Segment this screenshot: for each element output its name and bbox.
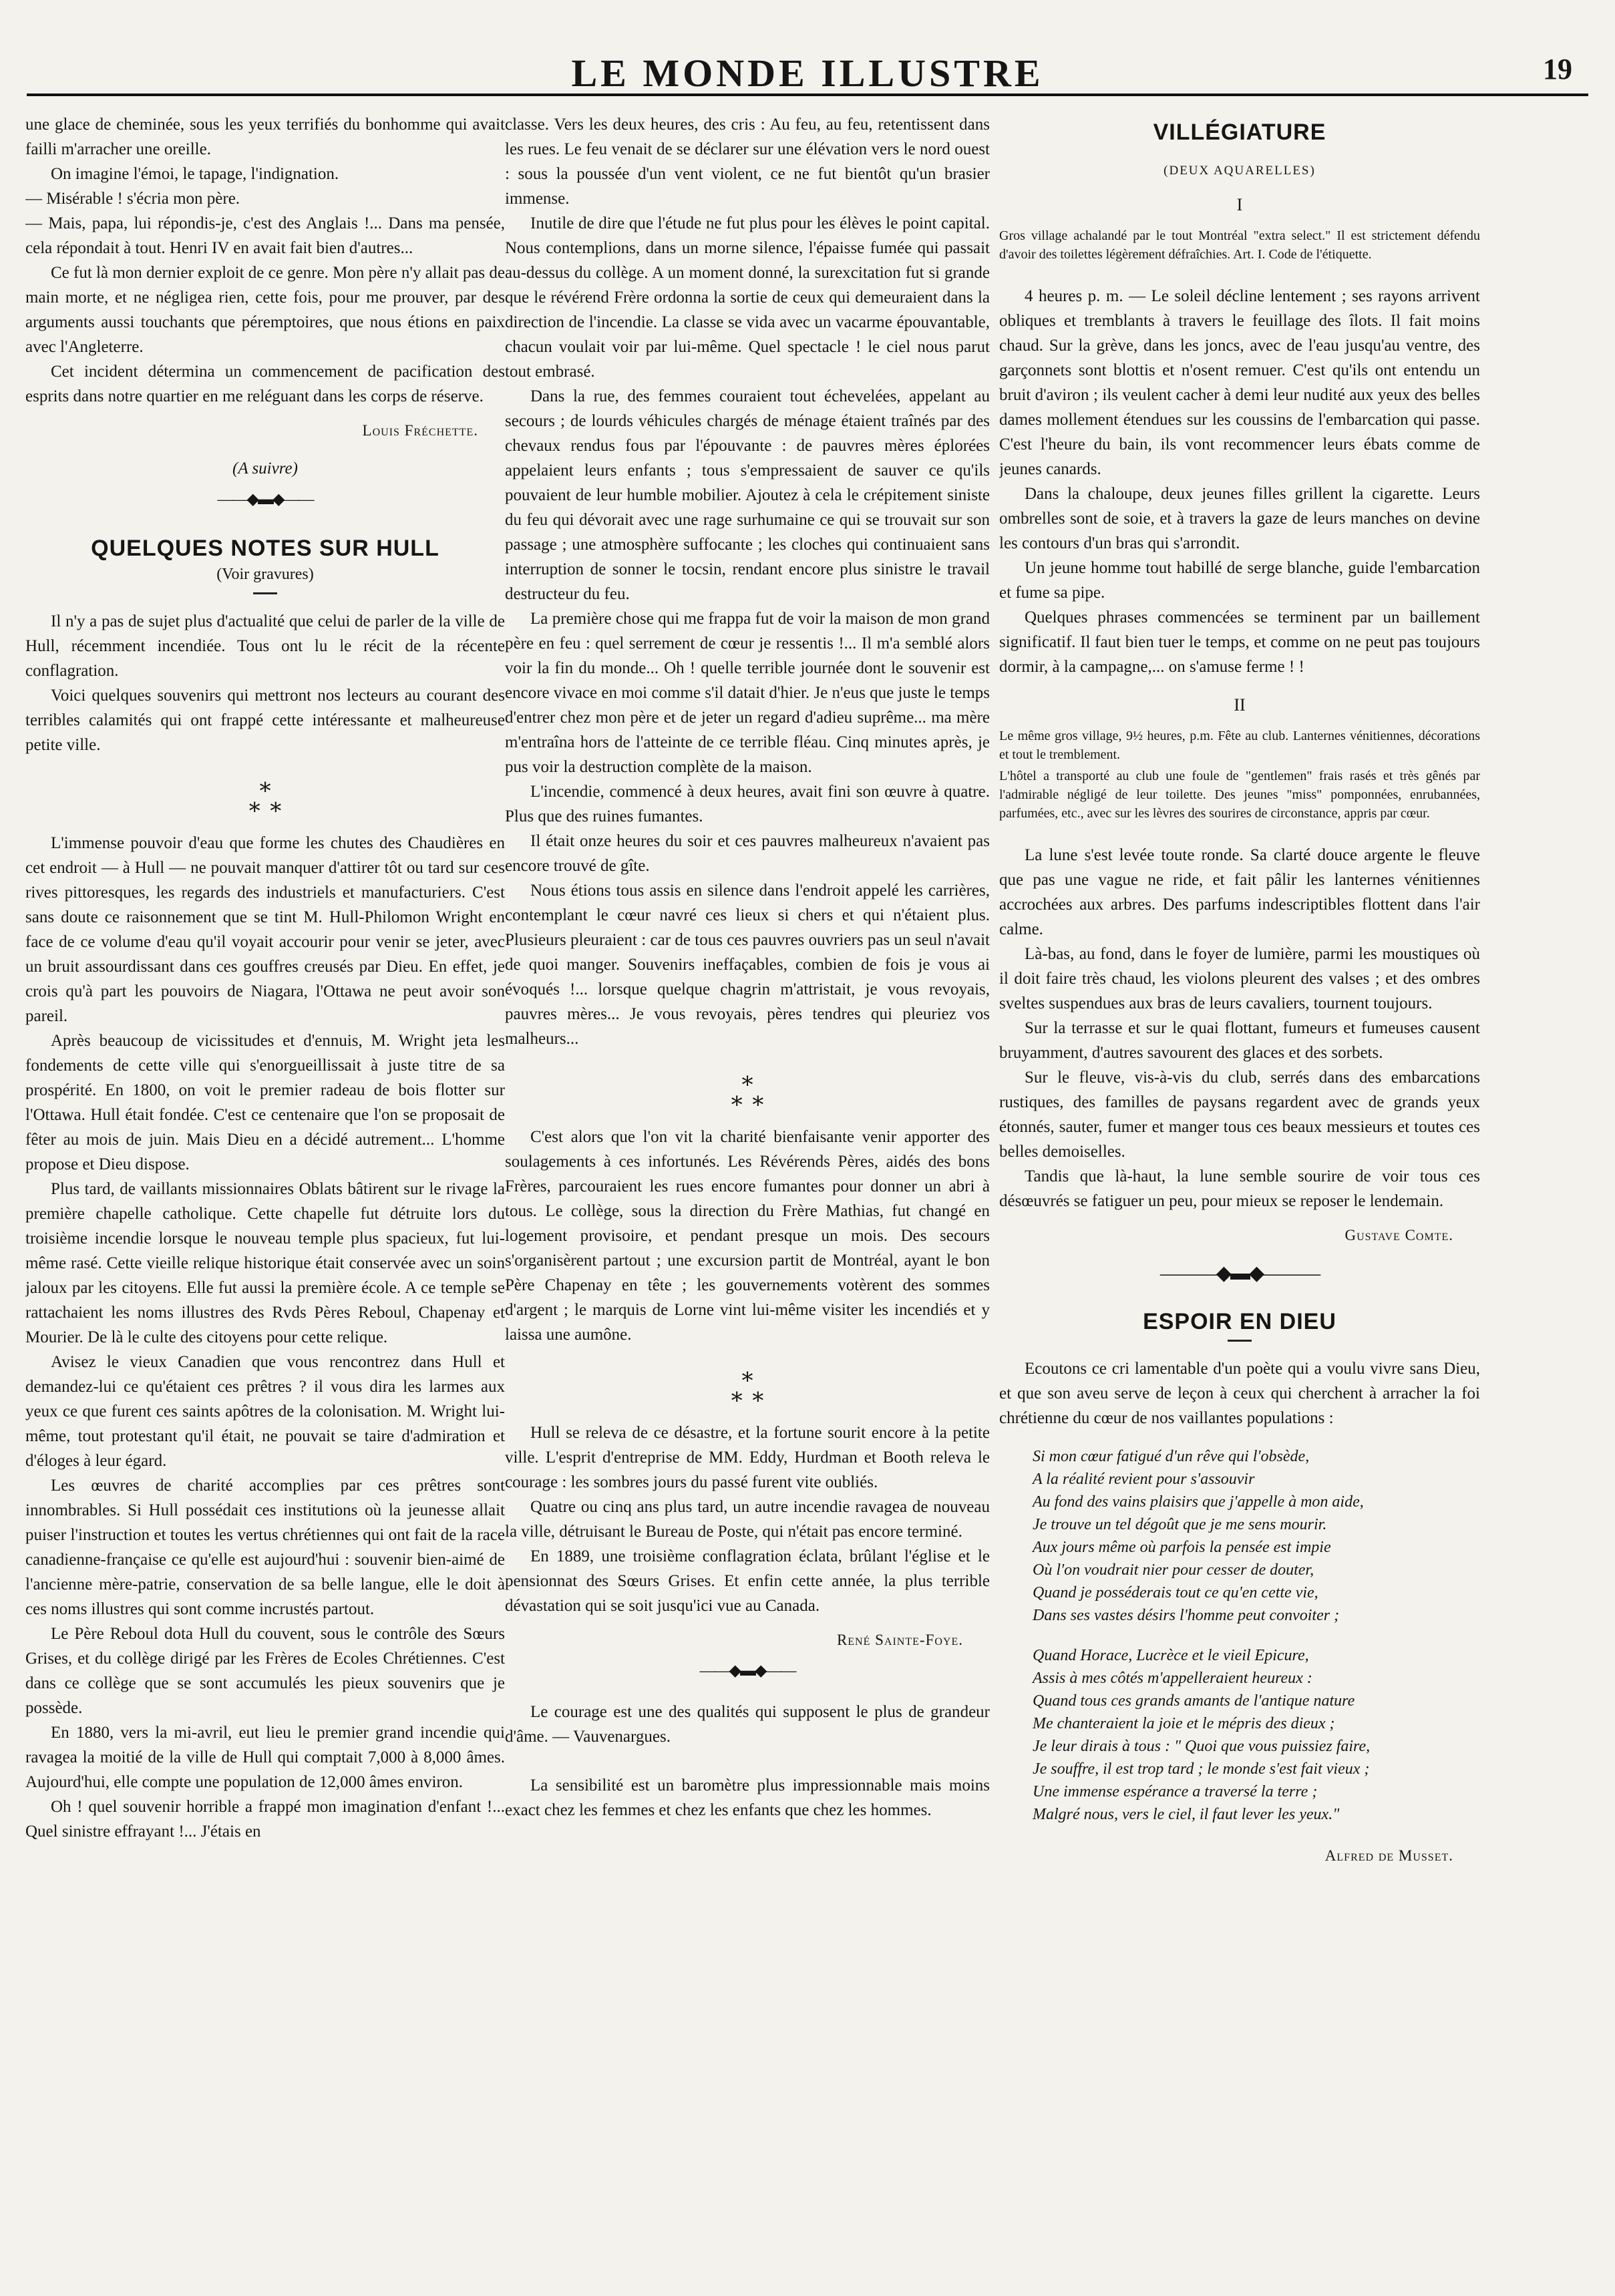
column-3 — [999, 112, 1480, 2189]
ornament-divider: ——◆▬◆—— — [217, 491, 313, 508]
publication-title: LE MONDE ILLUSTRE — [571, 51, 1044, 95]
paragraph: Un jeune homme tout habillé de serge blanche, guide l'embarcation et fume sa pipe. — [999, 559, 1480, 602]
poem-line: Assis à mes côtés m'appelleraient heureux : — [1033, 1670, 1312, 1687]
paragraph: Ce fut là mon dernier exploit de ce genre. Mon père n'y allait pas de main morte, et ne négligea rien, cette fois, pour me prouver, par des arguments aussi touchants que péremptoires, que nous étions en paix avec l'Angleterre. — [25, 264, 505, 356]
column-2 — [505, 112, 990, 2189]
article-title: ESPOIR EN DIEU — [1143, 1309, 1336, 1334]
paragraph: Oh ! quel souvenir horrible a frappé mon imagination d'enfant !... Quel sinistre effrayant !... J'étais en — [25, 1798, 505, 1841]
paragraph: Tandis que là-haut, la lune semble sourire de voir tous ces désœuvrés se fatiguer un peu, pour mieux se reposer le lendemain. — [999, 1167, 1480, 1210]
paragraph: En 1889, une troisième conflagration éclata, brûlant l'église et le pensionnat des Sœurs Grises. Et enfin cette année, la plus terrible dévastation qui se soit jusqu'ici vue au Canada. — [505, 1547, 990, 1615]
paragraph: Les œuvres de charité accomplies par ces prêtres sont innombrables. Si Hull possédait ces institutions où la jeunesse allait puiser l'instruction et toutes les vertus chrétiennes qui ont fait de la race canadienne-française ce qu'elle est aujourd'hui : souvenir bien-aimé de l'ancienne mère-patrie, conservation de sa belle langue, elle le doit à ces noms illustres qui sont comme incrustés partout. — [25, 1477, 505, 1618]
epigraph: Gros village achalandé par le tout Montréal "extra select." Il est strictement défendu d'avoir des toilettes légèrement défraîchies. Art. I. Code de l'étiquette. — [999, 228, 1480, 262]
paragraph: Le Père Reboul dota Hull du couvent, sous le contrôle des Sœurs Grises, et du collège dirigé par les Frères de Ecoles Chrétiennes. C'est dans ce collège que se sont accumulés les pieux souvenirs que je possède. — [25, 1625, 505, 1717]
poem-line: Si mon cœur fatigué d'un rêve qui l'obsède, — [1033, 1448, 1310, 1465]
ornament-divider: ———◆▬◆——— — [1159, 1262, 1320, 1284]
poem-line: Au fond des vains plaisirs que j'appelle à mon aide, — [1033, 1493, 1364, 1511]
poem-stanza — [1033, 1644, 1480, 1826]
author-signature: Louis Fréchette. — [362, 422, 478, 439]
poem-line: Aux jours même où parfois la pensée est impie — [1033, 1539, 1331, 1556]
poem-stanza — [1033, 1445, 1480, 1627]
paragraph: une glace de cheminée, sous les yeux terrifiés du bonhomme qui avait failli m'arracher une oreille. — [25, 116, 505, 158]
paragraph: Voici quelques souvenirs qui mettront nos lecteurs au courant des terribles calamités qui ont frappé cette intéressante et malheureuse petite ville. — [25, 687, 505, 754]
paragraph: — Misérable ! s'écria mon père. — [25, 190, 240, 208]
poem-line: Quand tous ces grands amants de l'antique nature — [1033, 1692, 1355, 1710]
column-1 — [25, 112, 505, 2189]
short-rule — [1228, 1340, 1252, 1342]
poem-line: Je trouve un tel dégoût que je me sens mourir. — [1033, 1516, 1327, 1533]
poem-line: Je souffre, il est trop tard ; le monde s'est fait vieux ; — [1033, 1760, 1370, 1778]
poem-line: Quand Horace, Lucrèce et le vieil Epicure, — [1033, 1647, 1309, 1664]
epigraph: L'hôtel a transporté au club une foule de "gentlemen" frais rasés et très gênés par l'admirable négligé de leur toilette. Des jeunes "miss" pomponnées, enrubannées, parfumées, etc., avec sur les lèvres des sourires de circonstance, appris par cœur. — [999, 769, 1480, 821]
paragraph: Cet incident détermina un commencement de pacification des esprits dans notre quartier en me reléguant dans les corps de réserve. — [25, 363, 505, 405]
maxim: La sensibilité est un baromètre plus impressionnable mais moins exact chez les femmes et chez les enfants que chez les hommes. — [505, 1776, 990, 1819]
paragraph: Inutile de dire que l'étude ne fut plus pour les élèves le point capital. Nous contemplions, dans un morne silence, l'épaisse fumée qui passait au-dessus du collège. A un moment donné, la surexcitation fut si grande que le révérend Frère ordonna la sortie de ceux qui demeuraient dans la direction de l'incendie. La classe se vida avec un vacarme épouvantable, chacun voulait voir par lui-même. Quel spectacle ! le ciel nous parut tout embrasé. — [505, 214, 990, 381]
poem-line: Une immense espérance a traversé la terre ; — [1033, 1783, 1318, 1800]
to-be-continued-note: (A suivre) — [232, 459, 298, 477]
page-number: 19 — [1543, 53, 1572, 85]
poem-line: A la réalité revient pour s'assouvir — [1033, 1471, 1255, 1488]
paragraph: Sur le fleuve, vis-à-vis du club, serrés dans des embarcations rustiques, des familles de paysans regardent avec de grands yeux étonnés, sauter, fumer et manger tous ces beaux messieurs et toutes ces belles demoiselles. — [999, 1069, 1480, 1161]
article-title: VILLÉGIATURE — [1153, 120, 1326, 145]
paragraph: Quatre ou cinq ans plus tard, un autre incendie ravagea de nouveau la ville, détruisant le Bureau de Poste, qui n'était pas encore terminé. — [505, 1498, 990, 1541]
poem — [1033, 1445, 1480, 1826]
poem-line: Où l'on voudrait nier pour cesser de douter, — [1033, 1561, 1314, 1579]
paragraph: Là-bas, au fond, dans le foyer de lumière, parmi les moustiques où il doit faire très chaud, les violons pleurent des valses ; et des ombres sveltes suspendues aux bras de leurs cavaliers, tournent toujours. — [999, 945, 1480, 1012]
paragraph: Après beaucoup de vicissitudes et d'ennuis, M. Wright jeta les fondements de cette ville qui s'enorgueillissait à juste titre de sa prospérité. En 1800, on voit le premier radeau de bois flotter sur l'Ottawa. Hull était fondée. C'est ce centenaire que l'on se proposait de fêter au mois de juin. Mais Dieu en a décidé autrement... L'homme propose et Dieu dispose. — [25, 1032, 505, 1173]
paragraph: En 1880, vers la mi-avril, eut lieu le premier grand incendie qui ravagea la moitié de la ville de Hull qui comptait 7,000 à 8,000 âmes. Aujourd'hui, elle compte une population de 12,000 âmes environ. — [25, 1724, 505, 1791]
paragraph: Dans la rue, des femmes couraient tout échevelées, appelant au secours ; de lourds véhicules chargés de ménage étaient traînés par des chevaux rendus fous par l'épouvante : de pauvres mères éplorées appelaient leurs enfants ; tous s'empressaient de sauver ce qu'ils pouvaient de leur humble mobilier. Ajoutez à cela le crépitement siniste du feu qui dévorait avec une rage surhumaine ce qui se trouvait sur son passage ; une atmosphère suffocante ; les cloches qui continuaient sans interruption de sonner le tocsin, rendant encore plus sinistre le travail destructeur du feu. — [505, 387, 990, 603]
paragraph: C'est alors que l'on vit la charité bienfaisante venir apporter des soulagements à ces infortunés. Les Révérends Pères, aidés des bons Frères, parcouraient les rues encore fumantes pour donner un abri à tous. Le collège, sous la direction du Frère Mathias, fut changé en logement provisoire, et pendant presque un mois. Des secours s'organisèrent partout ; une excursion partit de Montréal, ayant le bon Père Chapenay en tête ; les gouvernements votèrent des sommes d'argent ; le marquis de Lorne vint lui-même visiter les incendiés et y laissa une aumône. — [505, 1128, 990, 1344]
paragraph: Il n'y a pas de sujet plus d'actualité que celui de parler de la ville de Hull, récemment incendiée. Tous ont lu le récit de la récente conflagration. — [25, 612, 505, 680]
epigraph: Le même gros village, 9½ heures, p.m. Fête au club. Lanternes vénitiennes, décorations et tout le tremblement. — [999, 729, 1480, 762]
paragraph: Quelques phrases commencées se terminent par un baillement significatif. Il faut bien tuer le temps, et comme on ne peut pas toujours dormir, à la campagne,... on s'amuse ferme ! ! — [999, 608, 1480, 676]
paragraph: Avisez le vieux Canadien que vous rencontrez dans Hull et demandez-lui ce qu'étaient ces prêtres ? il vous dira les larmes aux yeux ce que furent ces saints apôtres de la colonisation. M. Wright lui-même, tout protestant qu'il était, ne pouvait se taire d'admiration et d'éloges à leur égard. — [25, 1353, 505, 1470]
author-signature: René Sainte-Foye. — [836, 1632, 963, 1648]
article-title: QUELQUES NOTES SUR HULL — [91, 536, 439, 561]
paragraph: classe. Vers les deux heures, des cris : Au feu, au feu, retentissent dans les rues. Le feu venait de se déclarer sur une élévation vers le nord ouest : sous la poussée d'un vent violent, ce ne fut bientôt qu'un brasier immense. — [505, 116, 990, 208]
paragraph: La première chose qui me frappa fut de voir la maison de mon grand père en feu : quel serrement de cœur je ressentis !... Il m'a semblé alors voir la fin du monde... Oh ! quelle terrible journée dont le souvenir est encore vivace en moi comme s'il datait d'hier. Je n'eus que juste le temps d'entrer chez mon père et de jeter un regard d'adieu suprême... ma mère m'entraîna hors de l'atteinte de ce terrible fléau. Cinq minutes après, je pus voir la destruction complète de la maison. — [505, 610, 990, 776]
asterism-divider: ∗ ∗ ∗ — [729, 1069, 766, 1113]
short-rule — [253, 592, 277, 594]
paragraph: L'immense pouvoir d'eau que forme les chutes des Chaudières en cet endroit — à Hull — ne pouvait manquer d'attirer tôt ou tard sur ces rives pittoresques, les regards des industriels et manufacturiers. C'est sans doute ce raisonnement que se tint M. Hull-Philomon Wright en face de ce volume d'eau qu'il voyait accourir pour venir se jeter, avec un bruit assourdissant dans ces gouffres creusés par Dieu. En effet, je crois qu'à part les pouvoirs de Niagara, l'Ottawa ne peut avoir son pareil. — [25, 834, 505, 1025]
paragraph: Ecoutons ce cri lamentable d'un poète qui a voulu vivre sans Dieu, et que son aveu serve de leçon à ceux qui cherchent à arracher la foi chrétienne du cœur de nos vaillantes populations : — [999, 1360, 1480, 1427]
spacer — [505, 1749, 990, 1773]
maxim: Le courage est une des qualités qui supposent le plus de grandeur d'âme. — Vauvenargues. — [505, 1703, 990, 1746]
poem-author: Alfred de Musset. — [1324, 1847, 1453, 1864]
paragraph: 4 heures p. m. — Le soleil décline lentement ; ses rayons arrivent obliques et tremblants à travers le feuillage des îlots. Il fait moins chaud. Sur la grève, dans les joncs, avec de l'eau jusqu'au ventre, des garçonnets sont blottis et n'osent remuer. C'est qu'ils ont entendu un bruit d'aviron ; ils veulent cacher à demi leur nudité aux yeux des belles dames mollement étendues sur les coussins de l'embarcation qui passe. C'est l'heure du bain, ils vont recommencer leurs ébats comme de jeunes canards. — [999, 287, 1480, 478]
ornament-divider: ——◆▬◆—— — [699, 1662, 795, 1680]
poem-line: Dans ses vastes désirs l'homme peut convoiter ; — [1033, 1607, 1340, 1624]
article-subtitle: (Voir gravures) — [216, 566, 314, 583]
article-subtitle: (DEUX AQUARELLES) — [1163, 164, 1316, 178]
paragraph: Dans la chaloupe, deux jeunes filles grillent la cigarette. Leurs ombrelles sont de soie, et à travers la gaze de leurs manches on devine les contours d'un bras qui s'arrondit. — [999, 485, 1480, 552]
paragraph: L'incendie, commencé à deux heures, avait fini son œuvre à quatre. Plus que des ruines fumantes. — [505, 783, 990, 825]
asterism-divider: ∗ ∗ ∗ — [729, 1364, 766, 1409]
paragraph: La lune s'est levée toute ronde. Sa clarté douce argente le fleuve que pas une vague ne ride, et fait pâlir les lanternes vénitiennes accrochées aux arbres. Des parfums indescriptibles flottent dans l'air calme. — [999, 846, 1480, 938]
poem-line: Je leur dirais à tous : " Quoi que vous puissiez faire, — [1033, 1738, 1371, 1755]
paragraph: Il était onze heures du soir et ces pauvres malheureux n'avaient pas encore trouvé de gîte. — [505, 832, 990, 875]
poem-line: Malgré nous, vers le ciel, il faut lever les yeux." — [1033, 1806, 1340, 1823]
poem-line: Me chanteraient la joie et le mépris des dieux ; — [1033, 1715, 1335, 1732]
paragraph: — Mais, papa, lui répondis-je, c'est des Anglais !... Dans ma pensée, cela répondait à tout. Henri IV en avait fait bien d'autres... — [25, 214, 505, 257]
asterism-divider: ∗ ∗ ∗ — [246, 775, 284, 819]
masthead — [27, 45, 1588, 96]
paragraph: Hull se releva de ce désastre, et la fortune sourit encore à la petite ville. L'esprit d'entreprise de MM. Eddy, Hurdman et Booth releva le courage : les sombres jours du passé furent vite oubliés. — [505, 1424, 990, 1491]
paragraph: Plus tard, de vaillants missionnaires Oblats bâtirent sur le rivage la première chapelle catholique. Cette chapelle fut détruite lors du troisième incendie lorsque le nouveau temple plus spacieux, fut lui-même rasé. Cette vieille relique historique était conservée avec un soin jaloux par les citoyens. Elle fut aussi la première école. A ce temple se rattachaient les noms illustres des Rvds Pères Reboul, Chapenay et Mourier. De là le culte des citoyens pour cette relique. — [25, 1180, 505, 1346]
section-numeral: II — [1234, 695, 1246, 715]
paragraph: Nous étions tous assis en silence dans l'endroit appelé les carrières, contemplant le cœur navré ces lieux si chers et qui n'étaient plus. Plusieurs pleuraient : car de tous ces pauvres ouvriers pas un seul n'avait de quoi manger. Souvenirs ineffaçables, combien de fois je vous ai évoqués !... lorsque quelque chagrin m'attristait, je vous revoyais, pauvres mères... Je vous revoyais, pères tendres qui pleuriez vos malheurs... — [505, 882, 990, 1048]
poem-line: Quand je posséderais tout ce qu'en cette vie, — [1033, 1584, 1318, 1601]
section-numeral: I — [1236, 195, 1243, 214]
author-signature: Gustave Comte. — [1344, 1227, 1453, 1243]
paragraph: On imagine l'émoi, le tapage, l'indignation. — [51, 165, 339, 183]
paragraph: Sur la terrasse et sur le quai flottant, fumeurs et fumeuses causent bruyamment, d'autres savourent des glaces et des sorbets. — [999, 1019, 1480, 1062]
